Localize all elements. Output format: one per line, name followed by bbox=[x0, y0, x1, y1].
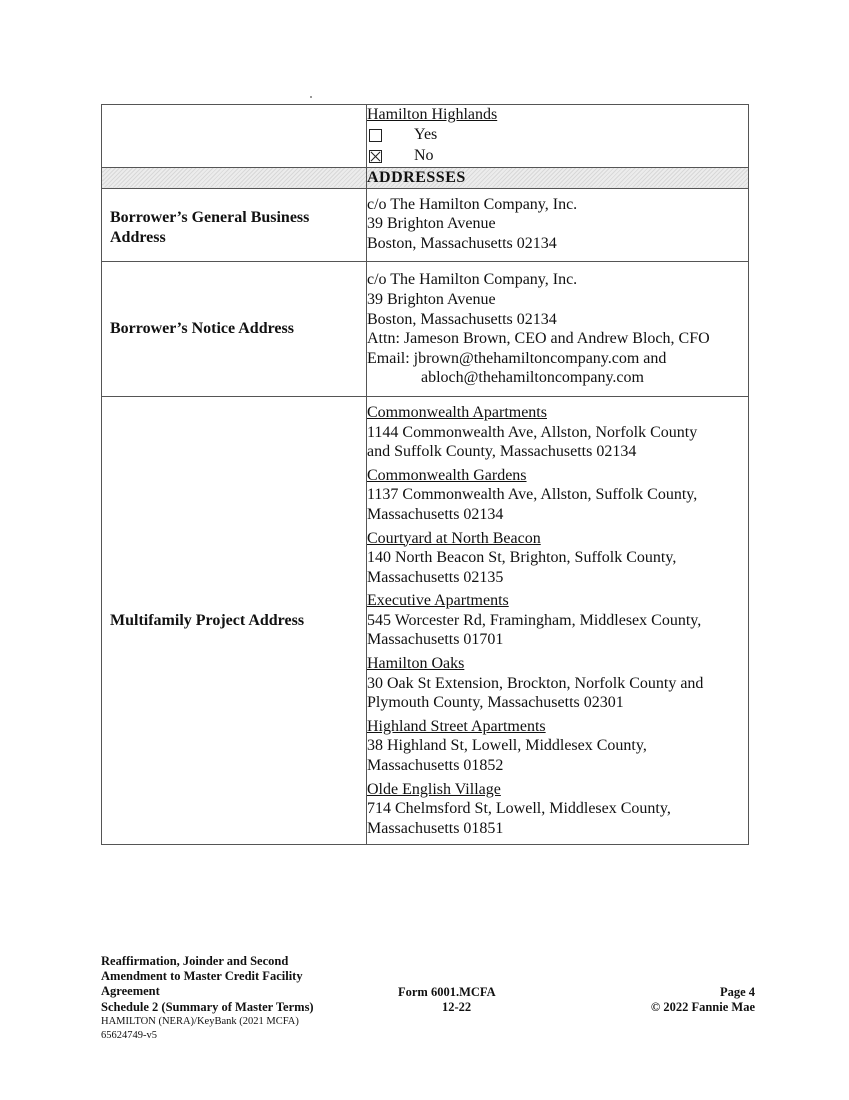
notice-email-continued: abloch@thehamiltoncompany.com bbox=[421, 369, 644, 387]
notice-label: Borrower’s Notice Address bbox=[110, 320, 294, 338]
general-business-label-cell bbox=[102, 188, 367, 262]
scan-dot bbox=[310, 96, 312, 98]
copyright: © 2022 Fannie Mae bbox=[650, 1000, 755, 1015]
property-block: Executive Apartments 545 Worcester Rd, Framingham, Middlesex County, Massachusetts 01701 bbox=[367, 591, 748, 650]
option-yes bbox=[367, 125, 748, 146]
section-title: ADDRESSES bbox=[367, 167, 749, 188]
table-row bbox=[102, 188, 749, 262]
master-terms-table bbox=[101, 104, 749, 845]
property-name: Olde English Village bbox=[367, 780, 501, 798]
page-number: Page 4 bbox=[719, 985, 755, 999]
general-business-label: Borrower’s General Business Address bbox=[110, 208, 310, 246]
notice-label-cell bbox=[102, 262, 367, 397]
footer-document-title: Reaffirmation, Joinder and Second Amendment to Master Credit Facility Agreement Schedule 2 (Summary of Master Terms) HAMILTON (NERA)/KeyBank (2021 MCFA) 65624749-v5 bbox=[101, 954, 314, 1041]
property-name: Courtyard at North Beacon bbox=[367, 529, 541, 547]
option-no bbox=[367, 146, 748, 167]
property-block: Hamilton Oaks 30 Oak St Extension, Brockton, Norfolk County and Plymouth County, Massachusetts 02301 bbox=[367, 654, 748, 713]
property-block: Courtyard at North Beacon 140 North Beacon St, Brighton, Suffolk County, Massachusetts 02135 bbox=[367, 529, 748, 588]
table-row bbox=[102, 105, 749, 168]
footer-page-info bbox=[600, 985, 755, 1015]
property-name: Highland Street Apartments bbox=[367, 717, 546, 735]
checkbox-no[interactable] bbox=[369, 150, 382, 163]
checkbox-yes[interactable] bbox=[369, 129, 382, 142]
property-block: Commonwealth Gardens 1137 Commonwealth Ave, Allston, Suffolk County, Massachusetts 02134 bbox=[367, 466, 748, 525]
table-row bbox=[102, 396, 749, 844]
table-row bbox=[102, 262, 749, 397]
notice-address: c/o The Hamilton Company, Inc. 39 Brighton Avenue Boston, Massachusetts 02134 Attn: Jameson Brown, CEO and Andrew Bloch, CFO Email: jbrown@thehamiltoncompany.com and abloch@thehamiltoncompany.com bbox=[367, 262, 749, 397]
multifamily-label: Multifamily Project Address bbox=[110, 611, 305, 629]
multifamily-addresses bbox=[367, 396, 749, 844]
property-name: Executive Apartments bbox=[367, 592, 509, 610]
property-block: Olde English Village 714 Chelmsford St, Lowell, Middlesex County, Massachusetts 01851 bbox=[367, 780, 748, 839]
project-option-cell bbox=[367, 105, 749, 168]
option-no-label: No bbox=[414, 147, 434, 165]
project-name: Hamilton Highlands bbox=[367, 106, 498, 123]
section-header-left bbox=[102, 167, 367, 188]
option-yes-label: Yes bbox=[414, 126, 438, 144]
section-header-row bbox=[102, 167, 749, 188]
multifamily-label-cell bbox=[102, 396, 367, 844]
property-name: Commonwealth Apartments bbox=[367, 403, 547, 421]
property-block: Highland Street Apartments 38 Highland St, Lowell, Middlesex County, Massachusetts 01852 bbox=[367, 717, 748, 776]
property-name: Hamilton Oaks bbox=[367, 655, 465, 673]
general-business-address: c/o The Hamilton Company, Inc. 39 Brighton Avenue Boston, Massachusetts 02134 bbox=[367, 188, 749, 262]
property-name: Commonwealth Gardens bbox=[367, 466, 527, 484]
empty-label-cell bbox=[102, 105, 367, 168]
property-block: Commonwealth Apartments 1144 Commonwealth Ave, Allston, Norfolk County and Suffolk County, Massachusetts 02134 bbox=[367, 403, 748, 462]
footer-form-number: Form 6001.MCFA 12-22 bbox=[398, 985, 496, 1015]
